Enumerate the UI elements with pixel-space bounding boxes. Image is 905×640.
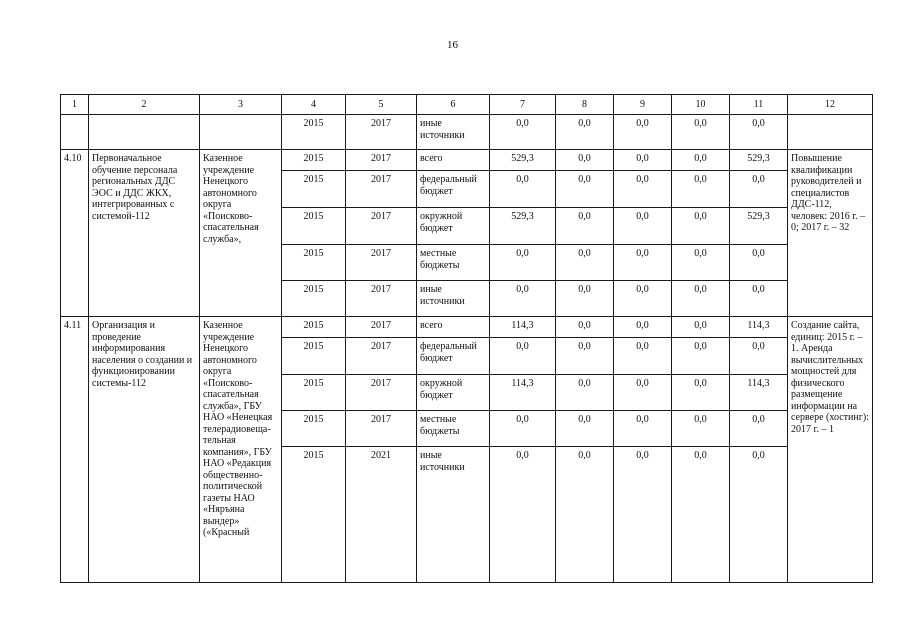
- value-cell-11: 0,0: [730, 245, 788, 281]
- result-cell: Повышение квалификации руководителей и специалистов ДДС-112, человек: 2016 г. – 0; 2017 г. – 32: [788, 150, 873, 317]
- value-cell-7: 529,3: [490, 208, 556, 245]
- item-name-cell: [89, 115, 200, 150]
- item-number-cell: 4.11: [61, 317, 89, 583]
- item-number-cell: [61, 115, 89, 150]
- start-year-cell: 2015: [282, 171, 346, 208]
- value-cell-8: 0,0: [556, 150, 614, 171]
- header-cell-5: 5: [346, 95, 417, 115]
- header-cell-12: 12: [788, 95, 873, 115]
- end-year-cell: 2017: [346, 115, 417, 150]
- header-cell-11: 11: [730, 95, 788, 115]
- funding-source-cell: окружной бюджет: [417, 375, 490, 411]
- value-cell-8: 0,0: [556, 245, 614, 281]
- end-year-cell: 2021: [346, 447, 417, 583]
- value-cell-8: 0,0: [556, 208, 614, 245]
- value-cell-8: 0,0: [556, 171, 614, 208]
- start-year-cell: 2015: [282, 281, 346, 317]
- value-cell-9: 0,0: [614, 208, 672, 245]
- item-executor-cell: Казенное учреждение Ненецкого автономного округа «Поисково-спасательная служба»,: [200, 150, 282, 317]
- value-cell-10: 0,0: [672, 375, 730, 411]
- end-year-cell: 2017: [346, 208, 417, 245]
- value-cell-10: 0,0: [672, 208, 730, 245]
- table-row: [61, 317, 873, 338]
- value-cell-10: 0,0: [672, 338, 730, 375]
- value-cell-10: 0,0: [672, 447, 730, 583]
- page-number: 16: [447, 39, 458, 51]
- value-cell-10: 0,0: [672, 150, 730, 171]
- value-cell-7: 0,0: [490, 171, 556, 208]
- value-cell-8: 0,0: [556, 317, 614, 338]
- start-year-cell: 2015: [282, 208, 346, 245]
- value-cell-7: 0,0: [490, 281, 556, 317]
- header-cell-6: 6: [417, 95, 490, 115]
- value-cell-11: 529,3: [730, 150, 788, 171]
- value-cell-11: 529,3: [730, 208, 788, 245]
- end-year-cell: 2017: [346, 411, 417, 447]
- value-cell-7: 529,3: [490, 150, 556, 171]
- value-cell-9: 0,0: [614, 375, 672, 411]
- item-executor-cell: Казенное учреждение Ненецкого автономного округа «Поисково-спасательная служба», ГБУ НАО «Ненецкая телерадиовеща-тельная компания», ГБУ НАО «Редакция общественно-политической газеты НАО «Няръяна вындер» («Красный: [200, 317, 282, 583]
- start-year-cell: 2015: [282, 338, 346, 375]
- value-cell-7: 114,3: [490, 375, 556, 411]
- value-cell-8: 0,0: [556, 411, 614, 447]
- funding-source-cell: местные бюджеты: [417, 411, 490, 447]
- header-cell-2: 2: [89, 95, 200, 115]
- header-cell-4: 4: [282, 95, 346, 115]
- budget-table: [60, 94, 873, 583]
- value-cell-8: 0,0: [556, 115, 614, 150]
- header-cell-10: 10: [672, 95, 730, 115]
- end-year-cell: 2017: [346, 171, 417, 208]
- item-executor-cell: [200, 115, 282, 150]
- header-cell-9: 9: [614, 95, 672, 115]
- start-year-cell: 2015: [282, 317, 346, 338]
- table-row: [61, 150, 873, 171]
- value-cell-9: 0,0: [614, 317, 672, 338]
- value-cell-10: 0,0: [672, 411, 730, 447]
- funding-source-cell: всего: [417, 150, 490, 171]
- result-cell: Создание сайта, единиц: 2015 г. – 1. Аренда вычислительных мощностей для физического размещение информации на сервере (хостинг): 2017 г. – 1: [788, 317, 873, 583]
- end-year-cell: 2017: [346, 375, 417, 411]
- value-cell-11: 0,0: [730, 281, 788, 317]
- start-year-cell: 2015: [282, 115, 346, 150]
- start-year-cell: 2015: [282, 411, 346, 447]
- value-cell-8: 0,0: [556, 281, 614, 317]
- value-cell-7: 0,0: [490, 411, 556, 447]
- value-cell-9: 0,0: [614, 447, 672, 583]
- value-cell-10: 0,0: [672, 245, 730, 281]
- value-cell-11: 0,0: [730, 447, 788, 583]
- value-cell-11: 114,3: [730, 317, 788, 338]
- value-cell-11: 114,3: [730, 375, 788, 411]
- value-cell-7: 0,0: [490, 338, 556, 375]
- funding-source-cell: иные источники: [417, 115, 490, 150]
- value-cell-9: 0,0: [614, 171, 672, 208]
- end-year-cell: 2017: [346, 317, 417, 338]
- value-cell-9: 0,0: [614, 115, 672, 150]
- funding-source-cell: иные источники: [417, 447, 490, 583]
- item-name-cell: Первоначальное обучение персонала региональных ДДС ЭОС и ДДС ЖКХ, интегрированных с системой-112: [89, 150, 200, 317]
- value-cell-10: 0,0: [672, 281, 730, 317]
- header-row: [61, 95, 873, 115]
- value-cell-11: 0,0: [730, 115, 788, 150]
- value-cell-11: 0,0: [730, 338, 788, 375]
- end-year-cell: 2017: [346, 150, 417, 171]
- value-cell-11: 0,0: [730, 171, 788, 208]
- header-cell-8: 8: [556, 95, 614, 115]
- funding-source-cell: окружной бюджет: [417, 208, 490, 245]
- funding-source-cell: федеральный бюджет: [417, 338, 490, 375]
- start-year-cell: 2015: [282, 245, 346, 281]
- header-cell-7: 7: [490, 95, 556, 115]
- value-cell-10: 0,0: [672, 317, 730, 338]
- table-row: [61, 115, 873, 150]
- value-cell-8: 0,0: [556, 447, 614, 583]
- funding-source-cell: иные источники: [417, 281, 490, 317]
- header-cell-3: 3: [200, 95, 282, 115]
- start-year-cell: 2015: [282, 150, 346, 171]
- header-cell-1: 1: [61, 95, 89, 115]
- value-cell-9: 0,0: [614, 281, 672, 317]
- value-cell-7: 114,3: [490, 317, 556, 338]
- item-name-cell: Организация и проведение информирования населения о создании и функционировании системы-112: [89, 317, 200, 583]
- item-number-cell: 4.10: [61, 150, 89, 317]
- start-year-cell: 2015: [282, 447, 346, 583]
- value-cell-11: 0,0: [730, 411, 788, 447]
- funding-source-cell: местные бюджеты: [417, 245, 490, 281]
- value-cell-8: 0,0: [556, 375, 614, 411]
- value-cell-10: 0,0: [672, 171, 730, 208]
- end-year-cell: 2017: [346, 281, 417, 317]
- value-cell-9: 0,0: [614, 338, 672, 375]
- funding-source-cell: федеральный бюджет: [417, 171, 490, 208]
- funding-source-cell: всего: [417, 317, 490, 338]
- value-cell-9: 0,0: [614, 245, 672, 281]
- value-cell-7: 0,0: [490, 447, 556, 583]
- end-year-cell: 2017: [346, 245, 417, 281]
- value-cell-9: 0,0: [614, 411, 672, 447]
- end-year-cell: 2017: [346, 338, 417, 375]
- value-cell-9: 0,0: [614, 150, 672, 171]
- value-cell-7: 0,0: [490, 115, 556, 150]
- start-year-cell: 2015: [282, 375, 346, 411]
- value-cell-7: 0,0: [490, 245, 556, 281]
- result-cell: [788, 115, 873, 150]
- value-cell-10: 0,0: [672, 115, 730, 150]
- value-cell-8: 0,0: [556, 338, 614, 375]
